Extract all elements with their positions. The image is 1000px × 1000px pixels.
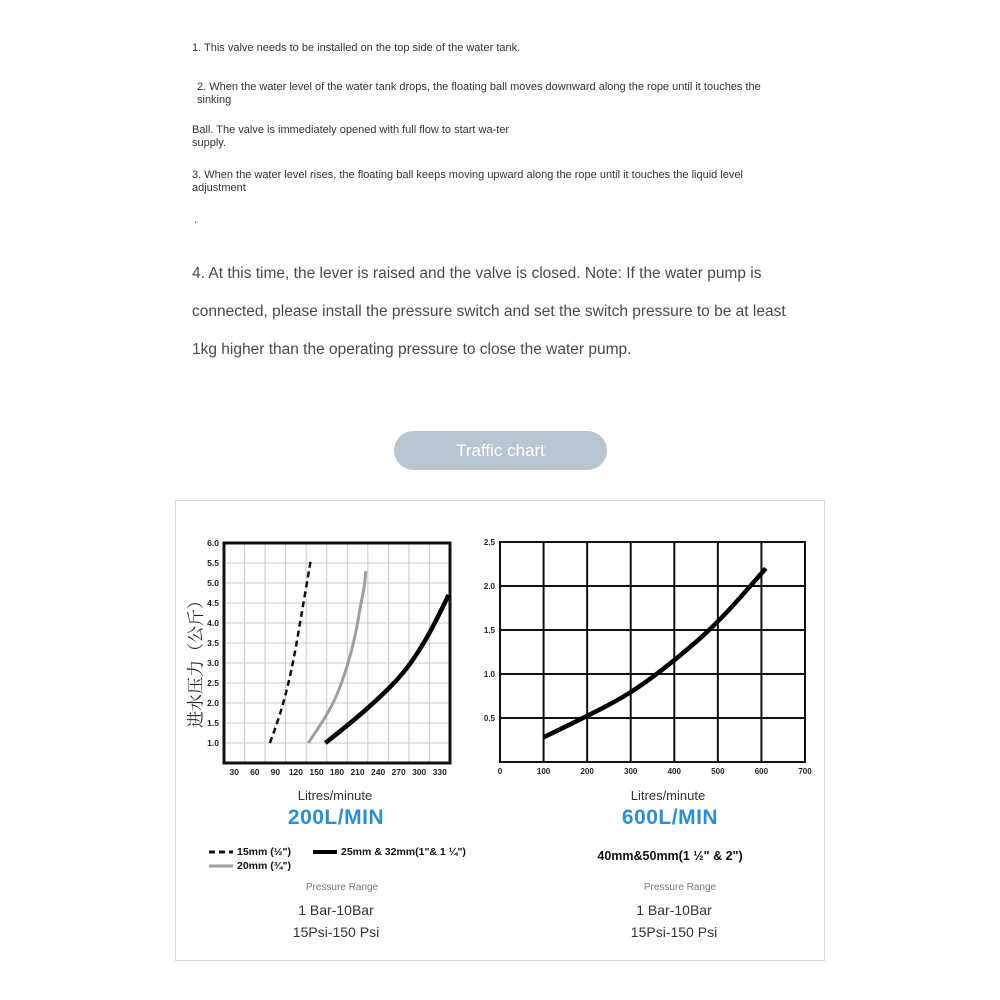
legend-25-32mm-label: 25mm & 32mm(1"& 1 ¼") <box>341 846 466 858</box>
legend-20mm-label: 20mm (¾") <box>237 860 291 872</box>
instruction-2-continued: Ball. The valve is immediately opened with full flow to start wa-ter supply. <box>192 124 510 149</box>
y-tick-label-4: 2.5 <box>483 538 495 547</box>
legend-25-32mm-swatch <box>312 849 338 855</box>
x-tick-label-0: 0 <box>497 767 503 776</box>
legend-20mm-swatch <box>208 863 234 869</box>
x-tick-label-7: 700 <box>798 767 812 776</box>
x-tick-label-1: 60 <box>250 767 260 777</box>
x-tick-label-3: 300 <box>624 767 638 776</box>
legend-25-32mm <box>312 846 466 858</box>
instruction-1: 1. This valve needs to be installed on the top side of the water tank. <box>192 42 521 54</box>
traffic-chart-button[interactable]: Traffic chart <box>394 431 607 470</box>
legend-15mm-swatch <box>208 849 234 855</box>
legend-15mm-label: 15mm (½") <box>237 846 291 858</box>
y-tick-label-2: 1.5 <box>483 626 495 635</box>
left-pressure-label: Pressure Range <box>305 882 379 893</box>
y-tick-label-7: 4.5 <box>207 598 219 608</box>
x-tick-label-3: 120 <box>288 767 304 777</box>
right-pressure-psi: 15Psi-150 Psi <box>630 924 718 940</box>
legend-15mm <box>208 846 291 858</box>
x-tick-label-6: 600 <box>754 767 769 776</box>
x-tick-label-6: 210 <box>350 767 365 777</box>
x-tick-label-5: 180 <box>329 767 345 777</box>
instruction-4: 4. At this time, the lever is raised and the valve is closed. Note: If the water pump is connected, please install the pressure switch and set the switch pressure to be at least 1kg higher than the operating pressure to close the water pump. <box>192 265 786 358</box>
y-tick-label-8: 5.0 <box>207 578 219 588</box>
x-tick-label-4: 400 <box>667 767 681 776</box>
x-tick-label-10: 330 <box>432 767 447 777</box>
series-line-2 <box>325 595 448 743</box>
y-tick-label-0: 1.0 <box>207 738 219 748</box>
right-pressure-label: Pressure Range <box>643 882 717 893</box>
x-tick-label-8: 270 <box>391 767 406 777</box>
x-tick-label-9: 300 <box>412 767 427 777</box>
y-tick-label-9: 5.5 <box>207 558 219 568</box>
instruction-3: 3. When the water level rises, the floating ball keeps moving upward along the rope until it touches the liquid level adjustment <box>192 169 743 194</box>
left-pressure-psi: 15Psi-150 Psi <box>292 924 380 940</box>
left-flow-chart <box>182 532 467 782</box>
y-tick-label-6: 4.0 <box>207 618 219 628</box>
x-tick-label-2: 90 <box>270 767 281 777</box>
x-tick-label-4: 150 <box>309 767 324 777</box>
left-pressure-bar: 1 Bar-10Bar <box>298 902 374 918</box>
y-tick-label-0: 0.5 <box>483 714 495 723</box>
right-caption: 600L/MIN <box>621 806 719 829</box>
instruction-3-continued: . <box>194 214 198 226</box>
right-series-label: 40mm&50mm(1 ½" & 2") <box>597 849 743 863</box>
y-tick-label-3: 2.5 <box>207 678 219 688</box>
right-xlabel: Litres/minute <box>630 788 706 803</box>
y-tick-label-2: 2.0 <box>207 698 219 708</box>
y-tick-label-4: 3.0 <box>207 658 219 668</box>
x-tick-label-2: 200 <box>580 767 594 776</box>
y-tick-label-1: 1.0 <box>483 670 495 679</box>
legend-20mm <box>208 860 291 872</box>
instruction-2: 2. When the water level of the water tank drops, the floating ball moves downward along the rope until it touches the sinking <box>197 81 761 106</box>
x-tick-label-5: 500 <box>711 767 725 776</box>
left-chart-ylabel-text: 进水压力（公斤） <box>186 592 207 728</box>
x-tick-label-0: 30 <box>229 767 240 777</box>
left-xlabel: Litres/minute <box>297 788 373 803</box>
right-pressure-bar: 1 Bar-10Bar <box>636 902 712 918</box>
y-tick-label-3: 2.0 <box>483 582 495 591</box>
right-flow-chart <box>478 532 823 782</box>
series-line-0 <box>544 568 766 737</box>
y-tick-label-5: 3.5 <box>207 638 219 648</box>
y-tick-label-1: 1.5 <box>207 718 219 728</box>
x-tick-label-1: 100 <box>536 767 551 776</box>
series-line-0 <box>270 559 311 743</box>
left-caption: 200L/MIN <box>287 806 385 829</box>
x-tick-label-7: 240 <box>370 767 386 777</box>
y-tick-label-10: 6.0 <box>207 538 219 548</box>
